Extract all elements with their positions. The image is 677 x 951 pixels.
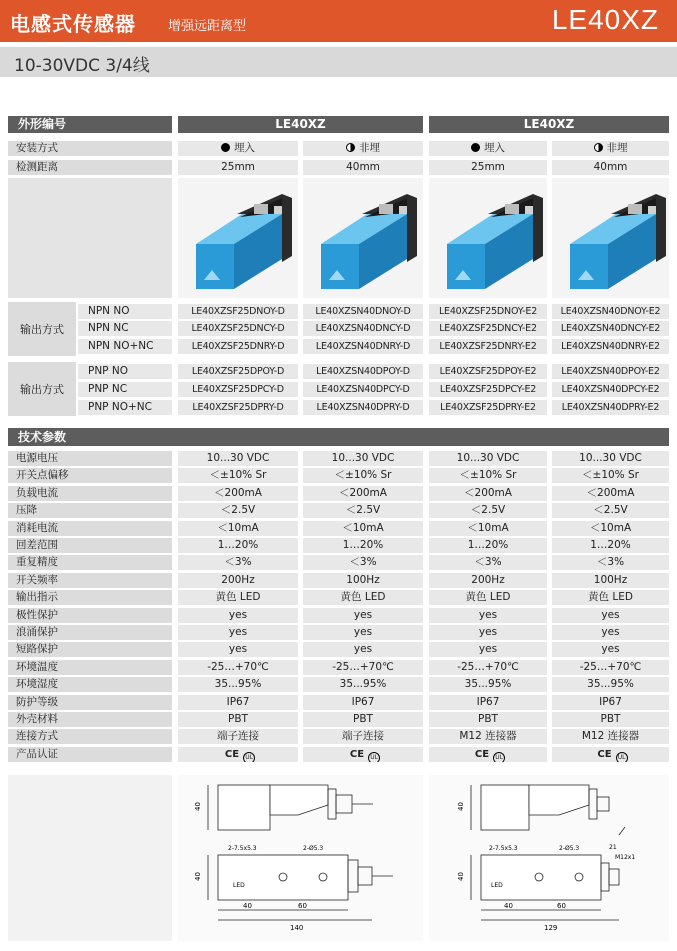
tech-param-value: ＜2.5V [303,503,423,518]
model-code: LE40XZSF25DPOY-E2 [429,364,547,379]
install-value: 非埋 [303,141,423,156]
group-header-1: LE40XZ [178,116,423,133]
tech-param-value: ＜±10% Sr [303,468,423,483]
model-code: LE40XZSN40DNCY-E2 [552,321,669,336]
non-flush-mark-icon [594,143,603,152]
tech-param-value: yes [303,642,423,657]
tech-param-value: yes [552,608,669,623]
tech-param-label: 极性保护 [8,608,172,623]
model-code: LE40XZSN40DNRY-D [303,339,423,354]
model-code: LE40XZSF25DNRY-D [178,339,298,354]
distance-value: 40mm [552,160,669,175]
tech-param-value: 10...30 VDC [429,451,547,466]
model-code: LE40XZSF25DNRY-E2 [429,339,547,354]
ul-mark-icon: UL [243,752,255,762]
output-label-npn: 输出方式 [8,302,76,356]
pnp-row-label: PNP NO+NC [78,400,172,415]
tech-param-value: ＜3% [552,555,669,570]
tech-param-value: 1…20% [429,538,547,553]
tech-param-value: 1…20% [552,538,669,553]
page-header [0,0,677,42]
sensor-image-3 [429,178,547,298]
tech-param-value: 100Hz [303,573,423,588]
tech-param-label: 连接方式 [8,729,172,744]
dimension-drawing-terminal [178,775,423,941]
tech-param-value: 35...95% [178,677,298,692]
model-code: LE40XZSF25DPCY-E2 [429,382,547,397]
ce-mark-icon: CE [474,749,490,760]
tech-param-value: M12 连接器 [429,729,547,744]
drawing-dim: 2-Ø5.3 [303,845,324,852]
voltage-line: 10-30VDC 3/4线 [14,56,150,76]
tech-param-value: 端子连接 [303,729,423,744]
tech-param-value [552,747,669,762]
tech-param-value: ＜200mA [429,486,547,501]
tech-param-label: 外壳材料 [8,712,172,727]
distance-value: 40mm [303,160,423,175]
tech-param-value: IP67 [178,695,298,710]
tech-param-value: PBT [178,712,298,727]
tech-param-value: ＜200mA [178,486,298,501]
tech-param-value: ＜±10% Sr [178,468,298,483]
tech-param-value: M12 连接器 [552,729,669,744]
npn-row-label: NPN NO+NC [78,339,172,354]
distance-label: 检测距离 [8,160,172,175]
distance-value: 25mm [178,160,298,175]
tech-param-value: -25…+70℃ [178,660,298,675]
drawing-dim: 40 [243,902,252,910]
npn-row-label: NPN NO [78,304,172,319]
drawing-dim: 21 [609,844,617,851]
tech-param-value [178,747,298,762]
tech-param-value: ＜2.5V [178,503,298,518]
model-code: LE40XZSF25DPCY-D [178,382,298,397]
ul-mark-icon: UL [616,752,628,762]
tech-param-label: 压降 [8,503,172,518]
group-header-2: LE40XZ [429,116,669,133]
tech-param-value: yes [429,608,547,623]
drawing-dim: 60 [557,902,566,910]
pnp-row-label: PNP NC [78,382,172,397]
tech-param-value: ＜10mA [178,521,298,536]
distance-value: 25mm [429,160,547,175]
model-code: LE40XZSN40DPCY-D [303,382,423,397]
flush-mark-icon [471,143,480,152]
tech-param-value: 10...30 VDC [178,451,298,466]
tech-param-value: 10...30 VDC [552,451,669,466]
tech-param-value: yes [429,642,547,657]
tech-param-value: ＜3% [429,555,547,570]
drawing-dim: 40 [457,802,465,811]
model-code: LE40XZSN40DPOY-D [303,364,423,379]
tech-param-value: PBT [303,712,423,727]
ce-mark-icon: CE [224,749,240,760]
pnp-row-label: PNP NO [78,364,172,379]
tech-param-value: ＜200mA [552,486,669,501]
tech-param-value: yes [552,642,669,657]
tech-param-label: 防护等级 [8,695,172,710]
shape-code-header: 外形编号 [8,116,172,133]
tech-param-value: 黄色 LED [552,590,669,605]
model-code: LE40XZSF25DPRY-E2 [429,400,547,415]
tech-param-value: yes [303,625,423,640]
tech-param-value: 35...95% [303,677,423,692]
tech-param-label: 环境湿度 [8,677,172,692]
drawing-dim: 140 [290,924,304,932]
model-code: LE40XZSN40DNCY-D [303,321,423,336]
tech-param-value: 200Hz [178,573,298,588]
tech-param-value: IP67 [552,695,669,710]
tech-param-value: yes [178,608,298,623]
page-title: 电感式传感器 [10,12,136,36]
drawing-dim: 40 [194,802,202,811]
tech-params-header: 技术参数 [8,428,669,446]
tech-param-label: 消耗电流 [8,521,172,536]
tech-param-value: 1…20% [178,538,298,553]
drawing-dim: 40 [194,872,202,881]
tech-param-value: 35...95% [429,677,547,692]
sensor-image-2 [303,178,423,298]
tech-param-value: ＜3% [303,555,423,570]
drawing-dim: 129 [544,924,558,932]
ce-mark-icon: CE [597,749,612,760]
drawing-dim: 40 [457,872,465,881]
ce-mark-icon: CE [349,749,365,760]
tech-param-value: ＜2.5V [552,503,669,518]
drawing-dim: 2-Ø5.3 [559,845,580,852]
tech-param-value: yes [303,608,423,623]
dimension-drawing-m12 [429,775,669,941]
model-code: LE40XZSF25DNOY-E2 [429,304,547,319]
sensor-images [178,178,669,298]
tech-param-value [429,747,547,762]
tech-param-value: 10...30 VDC [303,451,423,466]
tech-param-value: ＜10mA [303,521,423,536]
tech-param-value: 100Hz [552,573,669,588]
install-value: 埋入 [178,141,298,156]
tech-param-value: yes [429,625,547,640]
model-code: LE40XZSN40DNOY-D [303,304,423,319]
model-code: LE40XZSN40DPRY-E2 [552,400,669,415]
tech-param-value: ＜±10% Sr [429,468,547,483]
tech-param-label: 电源电压 [8,451,172,466]
drawing-dim: LED [491,882,503,889]
non-flush-mark-icon [346,143,355,152]
model-code: LE40XZSN40DNRY-E2 [552,339,669,354]
install-value: 非埋 [552,141,669,156]
tech-param-label: 产品认证 [8,747,172,762]
model-code: LE40XZSN40DPRY-D [303,400,423,415]
tech-param-label: 短路保护 [8,642,172,657]
install-value: 埋入 [429,141,547,156]
tech-param-value: 黄色 LED [178,590,298,605]
sensor-image-4 [552,178,669,298]
model-code: LE40XZSF25DNOY-D [178,304,298,319]
tech-param-label: 浪涌保护 [8,625,172,640]
tech-param-value: ＜10mA [552,521,669,536]
tech-param-value: IP67 [429,695,547,710]
tech-param-value: yes [178,642,298,657]
tech-param-value: PBT [429,712,547,727]
tech-param-value: ＜3% [178,555,298,570]
tech-param-label: 开关点偏移 [8,468,172,483]
tech-param-label: 重复精度 [8,555,172,570]
install-label: 安装方式 [8,141,172,156]
tech-param-label: 输出指示 [8,590,172,605]
tech-param-value: 200Hz [429,573,547,588]
model-name: LE40XZ [551,4,659,35]
tech-param-value: -25…+70℃ [303,660,423,675]
tech-param-value: yes [552,625,669,640]
tech-param-value: 黄色 LED [429,590,547,605]
image-row-label-cell [8,178,172,298]
tech-param-value: -25…+70℃ [429,660,547,675]
tech-param-value: ＜10mA [429,521,547,536]
model-code: LE40XZSN40DPCY-E2 [552,382,669,397]
tech-param-value: 35...95% [552,677,669,692]
tech-param-label: 回差范围 [8,538,172,553]
tech-param-value: 1…20% [303,538,423,553]
npn-row-label: NPN NC [78,321,172,336]
tech-param-value: -25…+70℃ [552,660,669,675]
tech-param-value [303,747,423,762]
model-code: LE40XZSF25DPOY-D [178,364,298,379]
tech-param-value: ＜2.5V [429,503,547,518]
tech-param-value: IP67 [303,695,423,710]
model-code: LE40XZSN40DNOY-E2 [552,304,669,319]
voltage-band [0,47,677,77]
drawing-dim: LED [233,882,245,889]
page-subtitle: 增强远距离型 [168,19,247,34]
tech-param-value: ＜±10% Sr [552,468,669,483]
model-code: LE40XZSF25DNCY-D [178,321,298,336]
ul-mark-icon: UL [493,752,505,762]
drawing-label-cell [8,775,172,941]
tech-param-label: 环境温度 [8,660,172,675]
tech-param-label: 开关频率 [8,573,172,588]
drawing-dim: M12x1 [615,854,636,861]
flush-mark-icon [221,143,230,152]
drawing-dim: 60 [298,902,307,910]
drawing-dim: 2-7.5x5.3 [228,845,257,852]
drawing-dim: 40 [504,902,513,910]
drawing-dim: 2-7.5x5.3 [489,845,518,852]
tech-param-label: 负载电流 [8,486,172,501]
tech-param-value: ＜200mA [303,486,423,501]
model-code: LE40XZSF25DPRY-D [178,400,298,415]
tech-param-value: PBT [552,712,669,727]
output-label-pnp: 输出方式 [8,362,76,416]
ul-mark-icon: UL [368,752,380,762]
tech-param-value: 黄色 LED [303,590,423,605]
model-code: LE40XZSN40DPOY-E2 [552,364,669,379]
sensor-image-1 [178,178,298,298]
model-code: LE40XZSF25DNCY-E2 [429,321,547,336]
tech-param-value: 端子连接 [178,729,298,744]
tech-param-value: yes [178,625,298,640]
